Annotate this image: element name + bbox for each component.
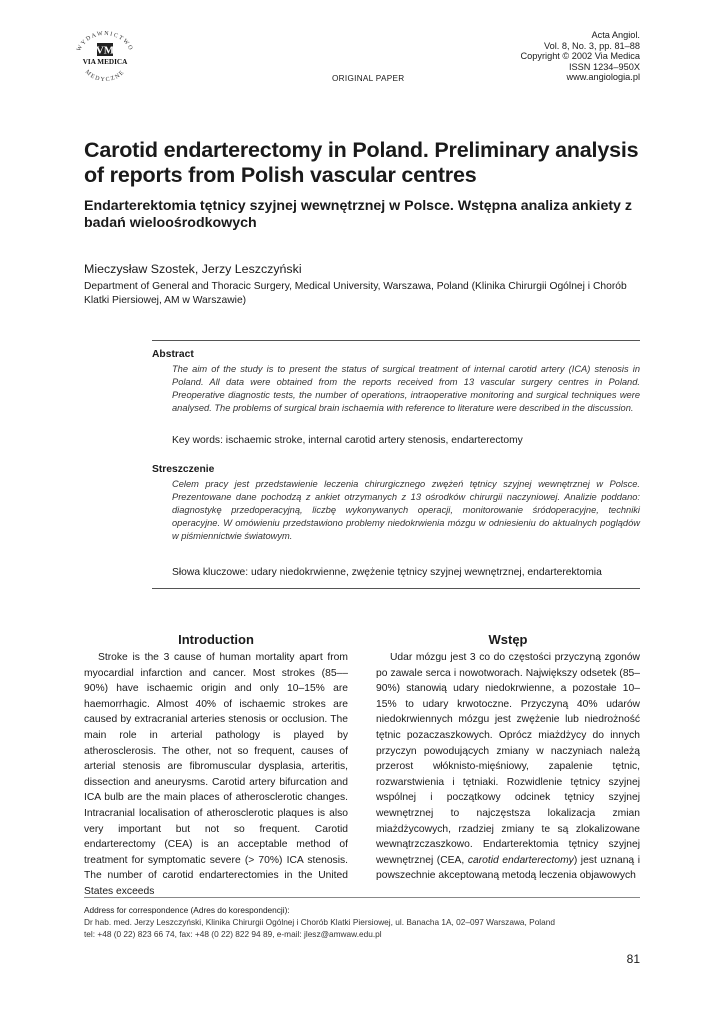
journal-issn: ISSN 1234–950X	[568, 61, 640, 72]
streszczenie-keywords: Słowa kluczowe: udary niedokrwienne, zwężenie tętnicy szyjnej wewnętrznej, endarterektomia	[172, 567, 602, 578]
introduction-heading: Introduction	[178, 632, 254, 647]
journal-volume: Vol. 8, No. 3, pp. 81–88	[543, 40, 640, 51]
logo-name: VIA MEDICA	[82, 58, 128, 66]
logo-monogram: VM	[95, 44, 115, 57]
journal-name: Acta Angiol.	[591, 30, 640, 40]
section-label: ORIGINAL PAPER	[332, 74, 405, 83]
journal-info	[521, 30, 640, 83]
abstract-top-rule	[152, 340, 640, 341]
streszczenie-text: Celem pracy jest przedstawienie leczenia chirurgicznego zwężeń tętnicy szyjnej wewnętrznej w Polsce. Prezentowane dane pochodzą z ankiet otrzymanych z 13 ośrodków chirurgii naczyniowej. Analizie poddano: diagnostykę przedoperacyjną, liczbę wykonywanych operacji, monitorowanie śródoperacyjne, techniki operacyjne. W omówieniu przedstawiono problemy niedokrwienia mózgu w odniesieniu do aktualnych poglądów w piśmiennictwie światowym.	[172, 479, 640, 542]
journal-copyright: Copyright © 2002 Via Medica	[520, 51, 640, 62]
publisher-logo	[70, 28, 140, 84]
affiliation: Department of General and Thoracic Surgery, Medical University, Warszawa, Poland (Klinika Chirurgii Ogólnej i Chorób Klatki Piersiowej, AM w Warszawie)	[84, 281, 627, 306]
correspondence-address: Dr hab. med. Jerzy Leszczyński, Klinika Chirurgii Ogólnej i Chorób Klatki Piersiowej, ul. Banacha 1A, 02–097 Warszawa, Poland	[84, 917, 555, 927]
svg-text:MEDYCZNE	[84, 69, 126, 83]
abstract-keywords: Key words: ischaemic stroke, internal carotid artery stenosis, endarterectomy	[172, 435, 523, 446]
wstep-text-italic: carotid endarterectomy	[467, 854, 574, 866]
wstep-heading: Wstęp	[488, 632, 528, 647]
logo-ring-top-text: WYDAWNICTWO	[76, 30, 134, 53]
wstep-text	[376, 650, 640, 884]
wstep-text-part2: ) jest uznaną i powszechnie akceptowaną metodą leczenia objawowych	[376, 854, 640, 882]
abstract-bottom-rule	[152, 588, 640, 589]
paper-subtitle: Endarterektomia tętnicy szyjnej wewnętrznej w Polsce. Wstępna analiza ankiety z badań wieloośrodkowych	[84, 198, 632, 231]
authors: Mieczysław Szostek, Jerzy Leszczyński	[84, 262, 302, 276]
correspondence-contact: tel: +48 (0 22) 823 66 74, fax: +48 (0 22) 822 94 89, e-mail: jlesz@amwaw.edu.pl	[84, 929, 382, 939]
abstract-text: The aim of the study is to present the status of surgical treatment of internal carotid artery (ICA) stenosis in Poland. All data were obtained from the reports received from 13 vascular surgery centres in Poland. Preoperative diagnostic tests, the number of operations, intraoperative monitoring and surgical techniques were analysed. The problems of surgical brain ischaemia with reference to literature were described in the discussion.	[172, 364, 640, 414]
correspondence-heading: Address for correspondence (Adres do korespondencji):	[84, 905, 290, 915]
wstep-text-part1: Udar mózgu jest 3 co do częstości przyczyną zgonów po zawale serca i nowotworach. Największy odsetek (85–90%) stanowią udary niedokrwienne, a pozostałe 10–15% to udary krwotoczne. Przyczyną 40% udarów niedokrwiennych mózgu jest zwężenie lub niedrożność tętnic pozaczaszkowych. Oprócz miażdżycy do innych przyczyn powodujących zmiany w naczyniach należą przerost włóknisto-mięśniowy, zapalenie tętnic, rozwarstwienia i tętniaki. Rozwidlenie tętnicy szyjnej wspólnej i początkowy odcinek tętnicy szyjnej wewnętrznej to najczęstsza lokalizacja zmian miażdżycowych, rzadziej zmiany te są zlokalizowane wewnątrzczaszkowo. Endarterektomia tętnicy szyjnej wewnętrznej (CEA,	[376, 652, 640, 866]
via-medica-logo-icon	[70, 28, 140, 84]
page-number: 81	[626, 952, 640, 966]
streszczenie-heading: Streszczenie	[152, 464, 215, 475]
introduction-text: Stroke is the 3 cause of human mortality apart from myocardial infarction and cancer. Most strokes (85––90%) have ischaemic origin and only 10–15% are haemorrhagic. Almost 40% of ischaemic strokes are caused by extracranial arteries stenosis or occlusion. The main role in arterial pathology is played by atherosclerosis. The other, not so frequent, causes of arterial stenosis are fibromuscular dysplasia, arteritis, dissection and aneurysms. Carotid artery bifurcation and ICA bulb are the main places of atherosclerotic changes. Intracranial localisation of atherosclerotic plaques is also very important but not so frequent. Carotid endarterectomy (CEA) is an acceptable method of treatment for symptomatic severe (> 70%) ICA stenosis. The number of carotid endarterectomies in the United States exceeds	[84, 652, 348, 897]
abstract-heading: Abstract	[152, 349, 194, 360]
journal-url[interactable]: www.angiologia.pl	[566, 72, 640, 83]
logo-ring-bottom-text: MEDYCZNE	[83, 69, 127, 84]
paper-title: Carotid endarterectomy in Poland. Preliminary analysis of reports from Polish vascular centres	[84, 138, 639, 187]
footer-rule	[84, 897, 640, 898]
